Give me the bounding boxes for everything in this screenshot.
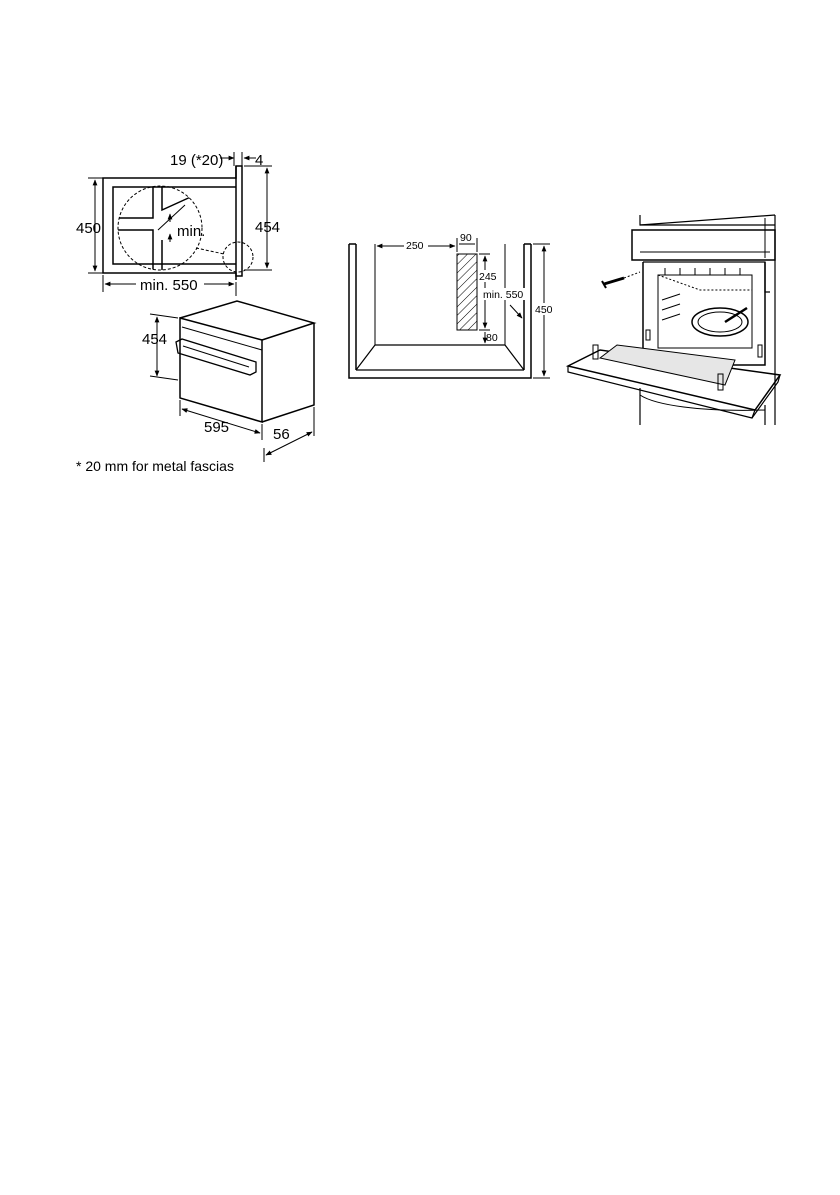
top-right-dim-label: 4 [255, 152, 264, 169]
mid-block-width-label: 90 [460, 232, 472, 244]
niche-height-label: 450 [76, 220, 102, 237]
mid-width-label: 250 [406, 240, 424, 252]
mid-height-label: 450 [535, 304, 553, 316]
cutout-block [457, 254, 477, 330]
appliance-depth-label: 56 [273, 426, 290, 443]
cabinet-section-diagram [349, 232, 554, 378]
appliance-dimension-diagram [76, 301, 314, 474]
detail-source-circle [223, 242, 253, 272]
fixing-screw [602, 272, 640, 288]
installation-illustration [568, 215, 780, 425]
mid-block-height-label: 245 [479, 271, 497, 283]
mid-bottom-gap-label: 80 [486, 332, 498, 344]
detail-min-label: min. [177, 223, 206, 240]
appliance-height-label: 454 [142, 331, 168, 348]
footnote: * 20 mm for metal fascias [76, 458, 234, 474]
niche-plan-diagram [76, 152, 280, 296]
front-height-label: 454 [255, 219, 281, 236]
mid-depth-label: min. 550 [483, 289, 524, 301]
top-dim-label: 19 (*20) [170, 152, 224, 169]
appliance-width-label: 595 [204, 419, 230, 436]
niche-depth-label: min. 550 [140, 277, 198, 294]
